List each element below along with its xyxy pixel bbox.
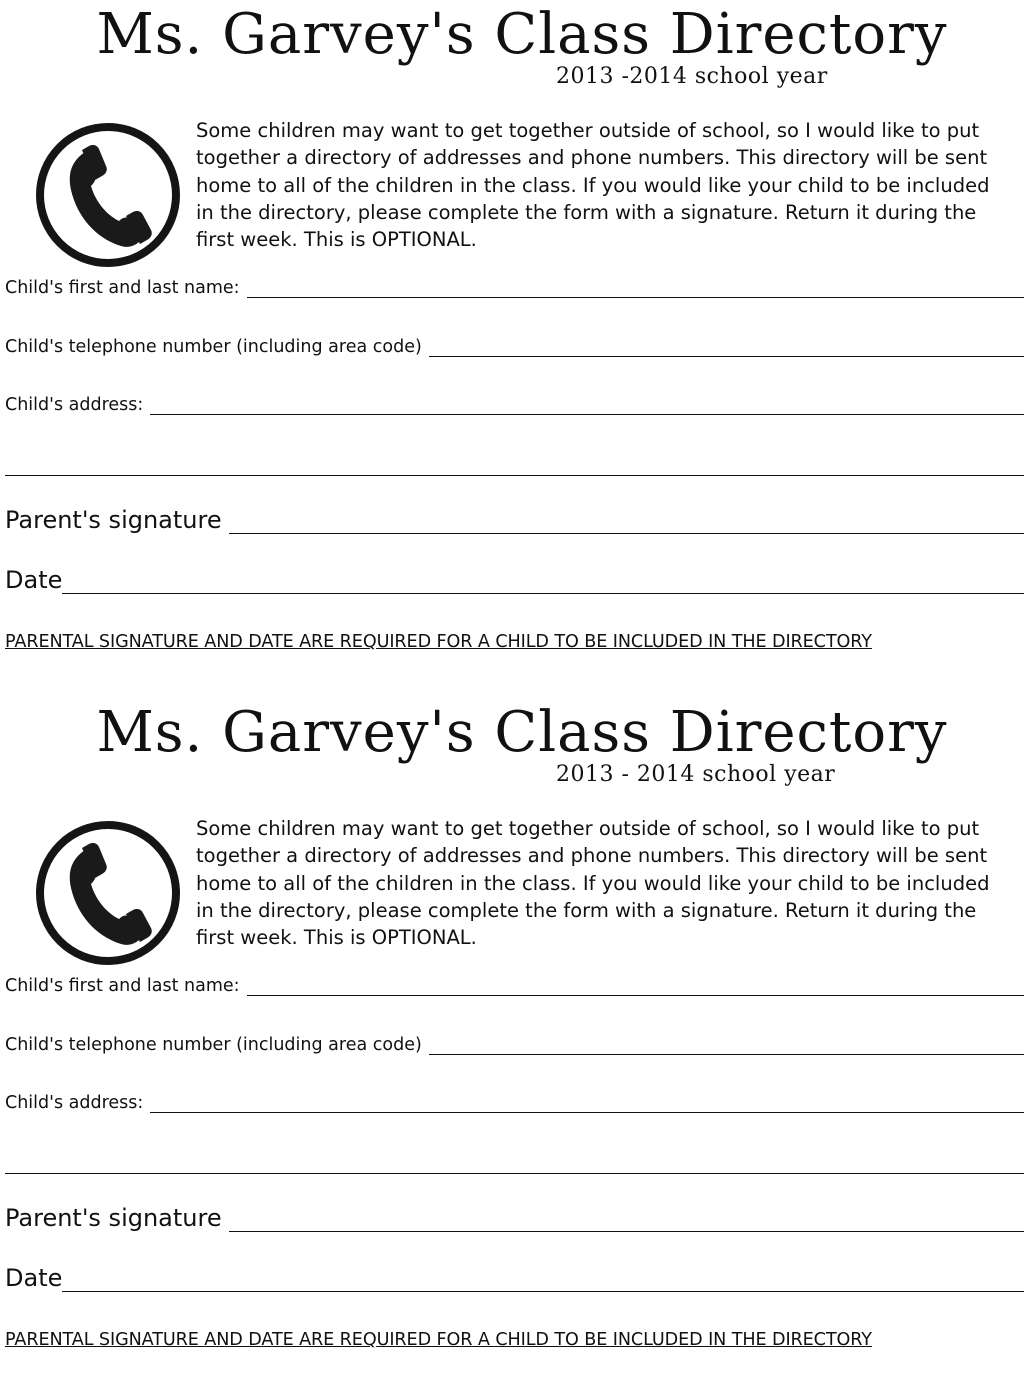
child-phone-line[interactable] (429, 340, 1024, 357)
parent-signature-field[interactable] (5, 1204, 1024, 1232)
date-field[interactable] (5, 1264, 1024, 1292)
form-title: Ms. Garvey's Class Directory (96, 700, 948, 765)
parent-signature-label: Parent's signature (5, 506, 222, 534)
child-address-line[interactable] (150, 398, 1024, 415)
address-second-line[interactable] (5, 1173, 1024, 1174)
date-label: Date (5, 1264, 63, 1292)
child-phone-field[interactable] (5, 1035, 1024, 1055)
address-second-line[interactable] (5, 475, 1024, 476)
child-phone-label: Child's telephone number (including area code) (5, 337, 422, 357)
child-name-field[interactable] (5, 278, 1024, 298)
required-notice: PARENTAL SIGNATURE AND DATE ARE REQUIRED FOR A CHILD TO BE INCLUDED IN THE DIRECTORY (5, 632, 872, 652)
child-phone-field[interactable] (5, 337, 1024, 357)
child-name-line[interactable] (247, 979, 1024, 996)
child-address-field[interactable] (5, 395, 1024, 415)
child-name-label: Child's first and last name: (5, 278, 240, 298)
form-title: Ms. Garvey's Class Directory (96, 2, 948, 67)
date-line[interactable] (62, 1271, 1024, 1292)
child-address-label: Child's address: (5, 395, 144, 415)
intro-paragraph: Some children may want to get together outside of school, so I would like to put together a directory of addresses and phone numbers. This directory will be sent home to all of the children in the class. If you would like your child to be included in the directory, please complete the form with a signature. Return it during the first week. This is OPTIONAL. (196, 817, 990, 950)
date-line[interactable] (62, 573, 1024, 594)
required-notice: PARENTAL SIGNATURE AND DATE ARE REQUIRED FOR A CHILD TO BE INCLUDED IN THE DIRECTORY (5, 1330, 872, 1350)
child-name-label: Child's first and last name: (5, 976, 240, 996)
intro-paragraph: Some children may want to get together outside of school, so I would like to put together a directory of addresses and phone numbers. This directory will be sent home to all of the children in the class. If you would like your child to be included in the directory, please complete the form with a signature. Return it during the first week. This is OPTIONAL. (196, 119, 990, 252)
child-address-line[interactable] (150, 1096, 1024, 1113)
parent-signature-line[interactable] (229, 513, 1024, 534)
date-field[interactable] (5, 566, 1024, 594)
date-label: Date (5, 566, 63, 594)
phone-icon (33, 818, 183, 968)
child-name-field[interactable] (5, 976, 1024, 996)
phone-icon (33, 120, 183, 270)
parent-signature-label: Parent's signature (5, 1204, 222, 1232)
child-phone-label: Child's telephone number (including area code) (5, 1035, 422, 1055)
child-address-field[interactable] (5, 1093, 1024, 1113)
parent-signature-field[interactable] (5, 506, 1024, 534)
child-name-line[interactable] (247, 281, 1024, 298)
school-year-subtitle: 2013 -2014 school year (556, 64, 828, 89)
parent-signature-line[interactable] (229, 1211, 1024, 1232)
child-address-label: Child's address: (5, 1093, 144, 1113)
directory-form-bottom (0, 698, 1024, 1378)
school-year-subtitle: 2013 - 2014 school year (556, 762, 836, 787)
child-phone-line[interactable] (429, 1038, 1024, 1055)
directory-form-top (0, 0, 1024, 680)
